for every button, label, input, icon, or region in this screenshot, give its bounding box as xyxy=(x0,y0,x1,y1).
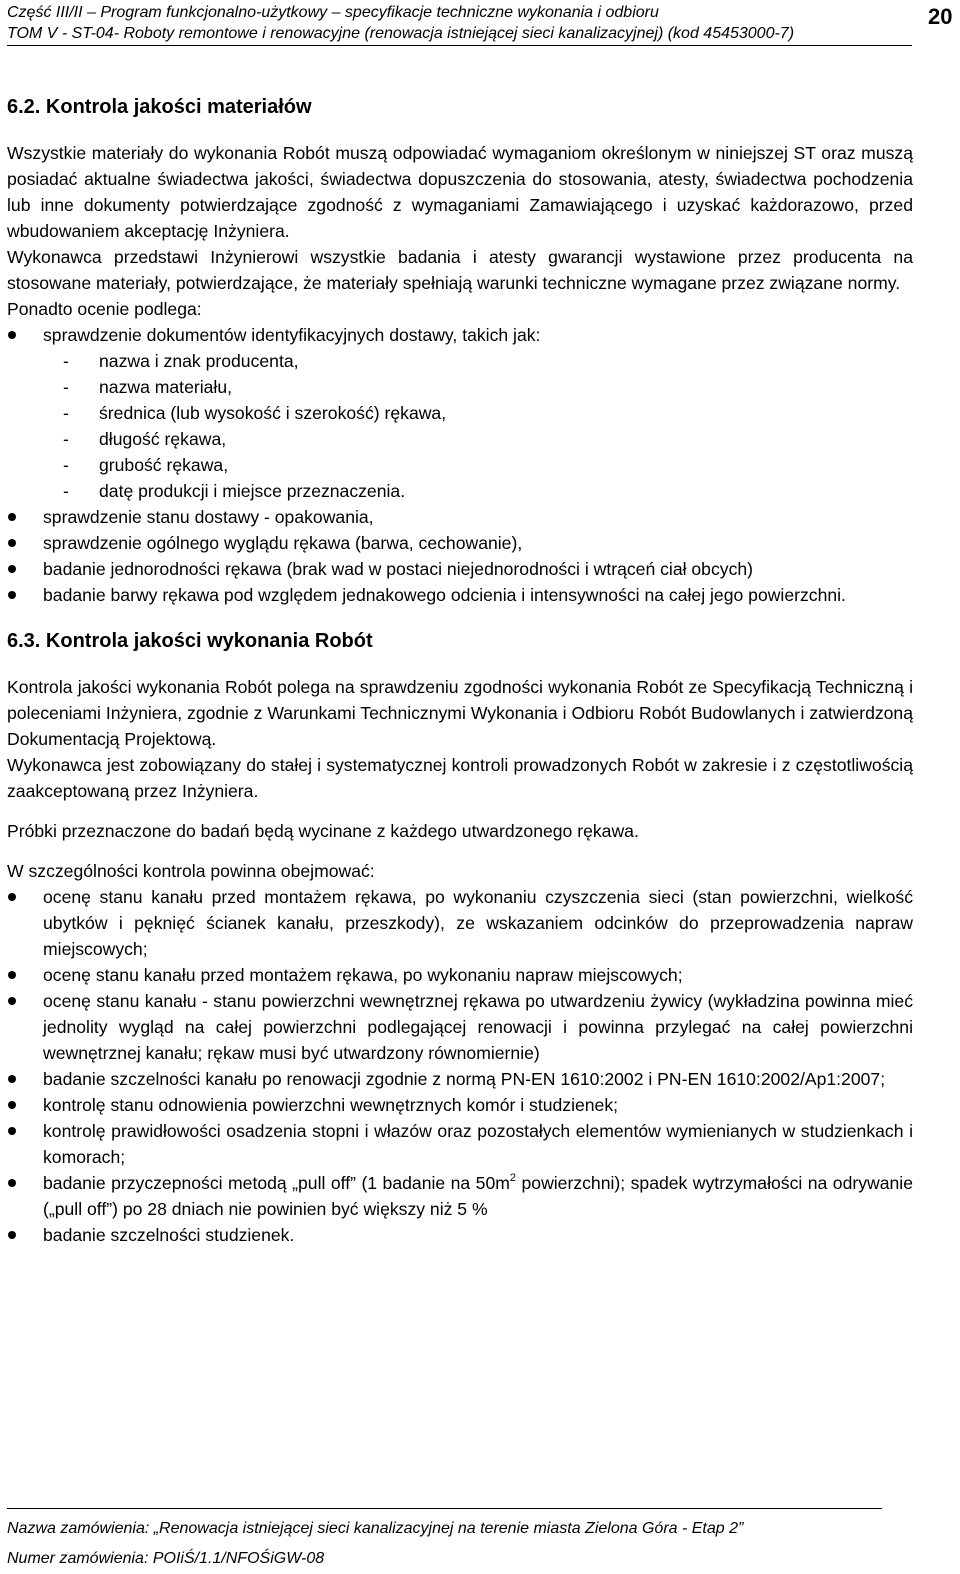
section-6-3-bullet-list xyxy=(7,884,913,1248)
list-item-text: badanie jednorodności rękawa (brak wad w postaci niejednorodności i wtrąceń ciał obcych) xyxy=(43,559,754,579)
document-body xyxy=(7,94,913,1248)
list-item xyxy=(7,1170,913,1222)
list-item-text: grubość rękawa, xyxy=(99,455,229,475)
footer-order-name: Nazwa zamówienia: „Renowacja istniejącej sieci kanalizacyjnej na terenie miasta Zielona Góra - Etap 2” xyxy=(7,1520,744,1537)
dash-marker: - xyxy=(63,455,69,475)
list-item xyxy=(43,478,913,504)
list-item-text: średnica (lub wysokość i szerokość) rękawa, xyxy=(99,403,447,423)
dash-marker: - xyxy=(63,481,69,501)
list-item-text: sprawdzenie ogólnego wyglądu rękawa (barwa, cechowanie), xyxy=(43,533,523,553)
bullet-icon xyxy=(8,539,16,547)
header-divider xyxy=(7,45,912,46)
list-item xyxy=(7,322,913,504)
bullet-icon xyxy=(8,1179,16,1187)
list-item xyxy=(7,1092,913,1118)
list-item-text-a: badanie przyczepności metodą „pull off” (1 badanie na 50m xyxy=(43,1173,510,1193)
section-6-3-heading: 6.3. Kontrola jakości wykonania Robót xyxy=(7,630,373,652)
list-item-text: badanie barwy rękawa pod względem jednakowego odcienia i intensywności na całej jego powierzchni. xyxy=(43,585,846,605)
bullet-icon xyxy=(8,331,16,339)
footer-order-number: Numer zamówienia: POIiŚ/1.1/NFOŚiGW-08 xyxy=(7,1550,325,1567)
header-part-title: Część III/II – Program funkcjonalno-użytkowy – specyfikacje techniczne wykonania i odbioru xyxy=(7,4,659,21)
list-item xyxy=(7,556,913,582)
list-item xyxy=(7,1118,913,1170)
dash-marker: - xyxy=(63,403,69,423)
list-item-text: kontrolę prawidłowości osadzenia stopni i włazów oraz pozostałych elementów wymienianych w studzienkach i komorach; xyxy=(43,1121,913,1167)
list-item-text: ocenę stanu kanału - stanu powierzchni wewnętrznej rękawa po utwardzeniu żywicy (wykładzina powinna mieć jednolity wygląd na całej powierzchni podlegającej renowacji i powinna przylegać na całej powierzchni wewnętrznej kanału; rękaw musi być utwardzony równomiernie) xyxy=(43,991,913,1063)
list-item xyxy=(7,504,913,530)
bullet-icon xyxy=(8,893,16,901)
list-item xyxy=(7,988,913,1066)
list-item xyxy=(7,582,913,608)
section-6-2-paragraph-3: Ponadto ocenie podlega: xyxy=(7,299,202,319)
header-volume-title: TOM V - ST-04- Roboty remontowe i renowacyjne (renowacja istniejącej sieci kanalizacyjnej) (kod 45453000-7) xyxy=(7,25,795,42)
list-item-text: nazwa i znak producenta, xyxy=(99,351,299,371)
list-item-text: ocenę stanu kanału przed montażem rękawa, po wykonaniu napraw miejscowych; xyxy=(43,965,683,985)
page-footer xyxy=(7,1514,743,1574)
list-item-text: kontrolę stanu odnowienia powierzchni wewnętrznych komór i studzienek; xyxy=(43,1095,619,1115)
section-6-2-paragraph-1: Wszystkie materiały do wykonania Robót muszą odpowiadać wymaganiom określonym w niniejszej ST oraz muszą posiadać aktualne świadectwa jakości, świadectwa dopuszczenia do stosowania, atesty, świadectwa pochodzenia lub inne dokumenty potwierdzające zgodność z wymaganiami Zamawiającego i uzyskać każdorazowo, przed wbudowaniem akceptację Inżyniera. xyxy=(7,143,913,241)
dash-marker: - xyxy=(63,351,69,371)
list-item-text: badanie szczelności studzienek. xyxy=(43,1225,295,1245)
bullet-icon xyxy=(8,591,16,599)
page-number: 20 xyxy=(928,4,953,29)
dash-marker: - xyxy=(63,429,69,449)
list-item xyxy=(43,374,913,400)
list-item xyxy=(7,1222,913,1248)
bullet-icon xyxy=(8,565,16,573)
section-6-2-bullet-list xyxy=(7,322,913,608)
list-item-text: ocenę stanu kanału przed montażem rękawa, po wykonaniu czyszczenia sieci (stan powierzchni, wielkość ubytków i pęknięć ścianek kanału, przeszkody), ze wskazaniem odcinków do przeprowadzenia napraw miejscowych; xyxy=(43,887,913,959)
list-item xyxy=(7,530,913,556)
footer-divider xyxy=(7,1508,882,1509)
list-item-text: sprawdzenie dokumentów identyfikacyjnych dostawy, takich jak: xyxy=(43,325,541,345)
list-item xyxy=(7,962,913,988)
section-6-2-heading: 6.2. Kontrola jakości materiałów xyxy=(7,96,312,118)
list-item xyxy=(43,348,913,374)
list-item-text-b: powierzchni); spadek wytrzymałości na odrywanie („pull off”) po 28 dniach nie powinien być większy niż 5 % xyxy=(43,1173,913,1219)
list-item-text: długość rękawa, xyxy=(99,429,227,449)
dash-marker: - xyxy=(63,377,69,397)
bullet-icon xyxy=(8,971,16,979)
bullet-icon xyxy=(8,513,16,521)
superscript-exponent: 2 xyxy=(509,1172,517,1184)
section-6-3-paragraph-4: W szczególności kontrola powinna obejmować: xyxy=(7,861,375,881)
list-item-text: sprawdzenie stanu dostawy - opakowania, xyxy=(43,507,374,527)
section-6-3-paragraph-3: Próbki przeznaczone do badań będą wycinane z każdego utwardzonego rękawa. xyxy=(7,821,639,841)
bullet-icon xyxy=(8,1231,16,1239)
list-item xyxy=(7,1066,913,1092)
bullet-icon xyxy=(8,1075,16,1083)
list-item xyxy=(43,400,913,426)
list-item xyxy=(7,884,913,962)
section-6-3-paragraph-1: Kontrola jakości wykonania Robót polega na sprawdzeniu zgodności wykonania Robót ze Specyfikacją Techniczną i poleceniami Inżyniera, zgodnie z Warunkami Technicznymi Wykonania i Odbioru Robót Budowlanych i zatwierdzoną Dokumentacją Projektową. xyxy=(7,677,913,749)
list-item xyxy=(43,426,913,452)
list-item-text: badanie szczelności kanału po renowacji zgodnie z normą PN-EN 1610:2002 i PN-EN 1610:2002/Ap1:2007; xyxy=(43,1069,886,1089)
list-item-text: nazwa materiału, xyxy=(99,377,232,397)
list-item-text: datę produkcji i miejsce przeznaczenia. xyxy=(99,481,406,501)
page-header xyxy=(7,2,907,44)
bullet-icon xyxy=(8,1127,16,1135)
bullet-icon xyxy=(8,1101,16,1109)
identification-sublist xyxy=(43,348,913,504)
list-item xyxy=(43,452,913,478)
section-6-3-paragraph-2: Wykonawca jest zobowiązany do stałej i systematycznej kontroli prowadzonych Robót w zakresie i z częstotliwością zaakceptowaną przez Inżyniera. xyxy=(7,755,913,801)
bullet-icon xyxy=(8,997,16,1005)
section-6-2-paragraph-2: Wykonawca przedstawi Inżynierowi wszystkie badania i atesty gwarancji wystawione przez producenta na stosowane materiały, potwierdzające, że materiały spełniają warunki techniczne wymagane przez związane normy. xyxy=(7,247,913,293)
